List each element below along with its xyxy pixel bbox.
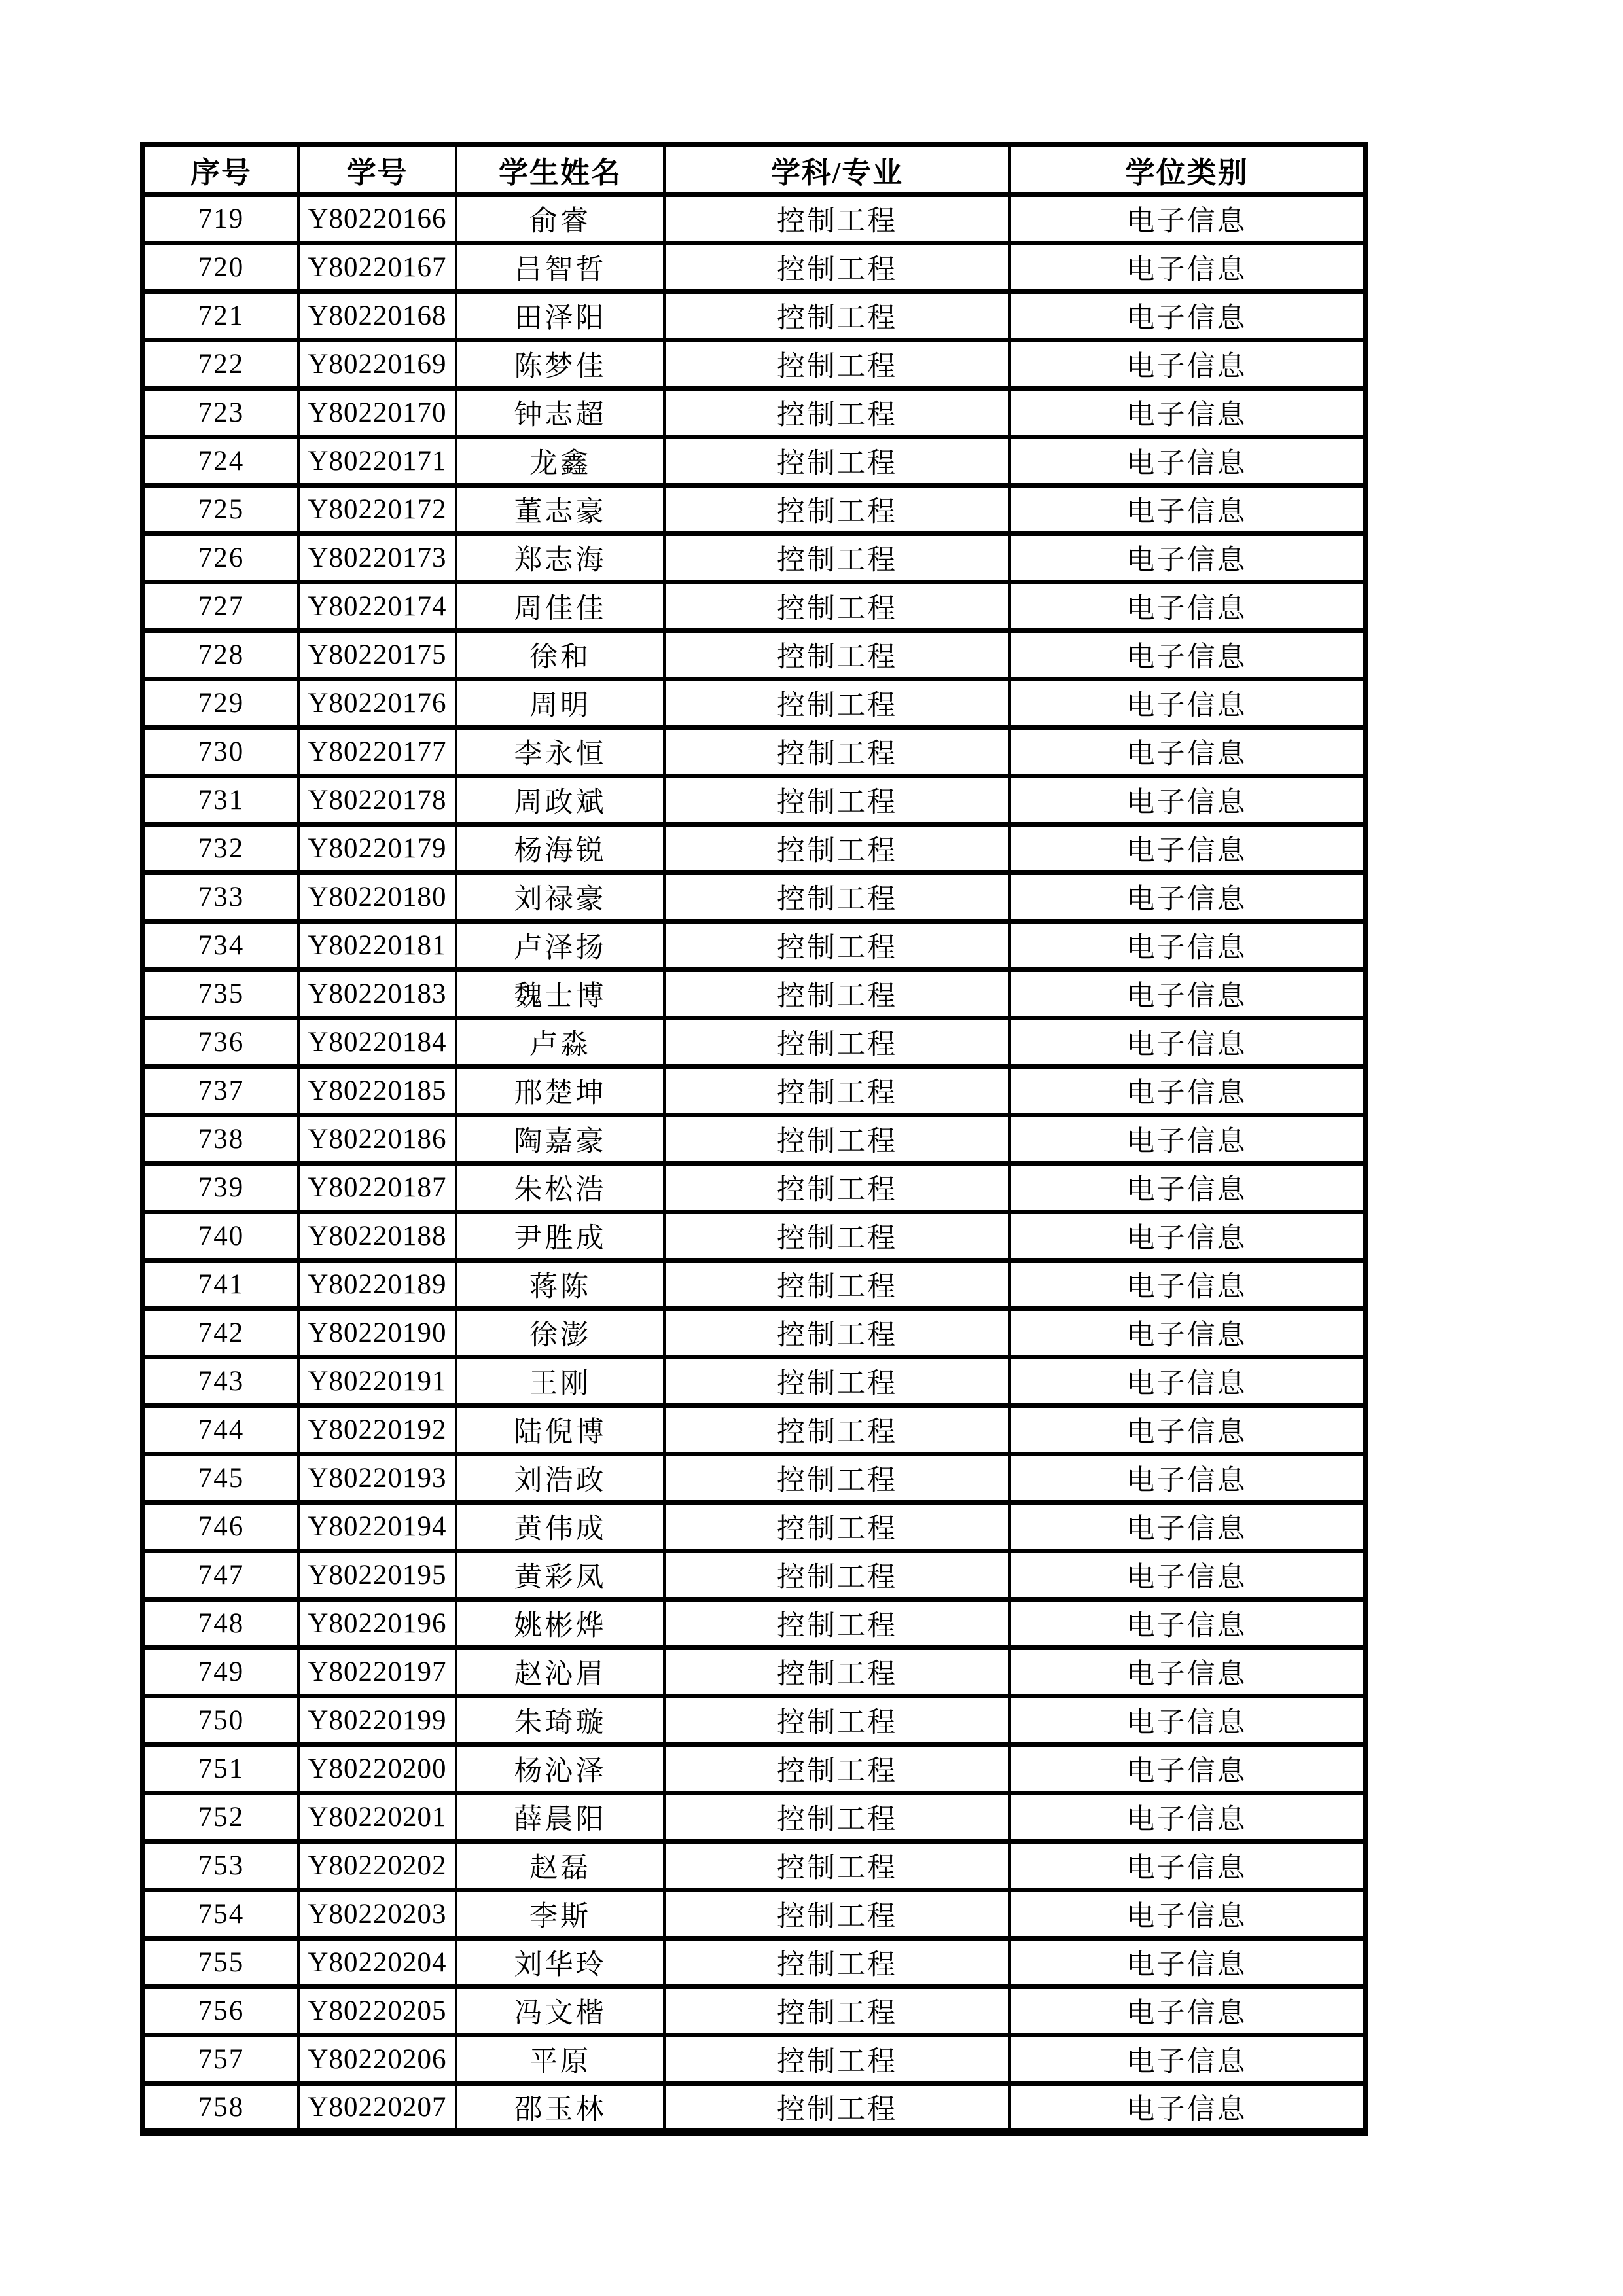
cell-student-id: Y80220203 bbox=[298, 1890, 456, 1938]
cell-degree: 电子信息 bbox=[1010, 1357, 1365, 1405]
cell-student-name: 王刚 bbox=[456, 1357, 664, 1405]
cell-student-id: Y80220190 bbox=[298, 1308, 456, 1357]
cell-student-id: Y80220166 bbox=[298, 194, 456, 243]
table-row bbox=[143, 1308, 1365, 1357]
cell-degree: 电子信息 bbox=[1010, 1986, 1365, 2035]
cell-student-id: Y80220175 bbox=[298, 630, 456, 679]
table-row bbox=[143, 340, 1365, 388]
cell-major: 控制工程 bbox=[664, 727, 1010, 776]
cell-major: 控制工程 bbox=[664, 485, 1010, 533]
column-header-degree: 学位类别 bbox=[1010, 145, 1365, 194]
cell-student-name: 赵磊 bbox=[456, 1841, 664, 1890]
cell-serial-number: 742 bbox=[143, 1308, 298, 1357]
cell-major: 控制工程 bbox=[664, 1890, 1010, 1938]
cell-degree: 电子信息 bbox=[1010, 1793, 1365, 1841]
cell-serial-number: 728 bbox=[143, 630, 298, 679]
cell-student-name: 陈梦佳 bbox=[456, 340, 664, 388]
cell-student-id: Y80220167 bbox=[298, 243, 456, 291]
cell-student-name: 周佳佳 bbox=[456, 582, 664, 630]
table-row bbox=[143, 194, 1365, 243]
cell-student-name: 李斯 bbox=[456, 1890, 664, 1938]
cell-degree: 电子信息 bbox=[1010, 727, 1365, 776]
table-row bbox=[143, 679, 1365, 727]
cell-major: 控制工程 bbox=[664, 533, 1010, 582]
table-row bbox=[143, 1163, 1365, 1211]
cell-student-id: Y80220201 bbox=[298, 1793, 456, 1841]
cell-major: 控制工程 bbox=[664, 1986, 1010, 2035]
cell-degree: 电子信息 bbox=[1010, 437, 1365, 485]
cell-degree: 电子信息 bbox=[1010, 1890, 1365, 1938]
table-row bbox=[143, 1696, 1365, 1744]
cell-serial-number: 726 bbox=[143, 533, 298, 582]
cell-student-name: 陆倪博 bbox=[456, 1405, 664, 1454]
cell-major: 控制工程 bbox=[664, 1163, 1010, 1211]
cell-degree: 电子信息 bbox=[1010, 533, 1365, 582]
cell-student-name: 冯文楷 bbox=[456, 1986, 664, 2035]
cell-student-id: Y80220174 bbox=[298, 582, 456, 630]
table-row bbox=[143, 1890, 1365, 1938]
cell-degree: 电子信息 bbox=[1010, 1744, 1365, 1793]
table-row bbox=[143, 243, 1365, 291]
cell-serial-number: 739 bbox=[143, 1163, 298, 1211]
cell-degree: 电子信息 bbox=[1010, 243, 1365, 291]
cell-student-id: Y80220178 bbox=[298, 776, 456, 824]
cell-degree: 电子信息 bbox=[1010, 1696, 1365, 1744]
cell-student-name: 董志豪 bbox=[456, 485, 664, 533]
cell-serial-number: 724 bbox=[143, 437, 298, 485]
cell-student-id: Y80220171 bbox=[298, 437, 456, 485]
cell-student-name: 魏士博 bbox=[456, 969, 664, 1018]
cell-major: 控制工程 bbox=[664, 1696, 1010, 1744]
cell-serial-number: 736 bbox=[143, 1018, 298, 1066]
cell-serial-number: 751 bbox=[143, 1744, 298, 1793]
cell-student-name: 黄伟成 bbox=[456, 1502, 664, 1551]
cell-major: 控制工程 bbox=[664, 2035, 1010, 2083]
cell-student-id: Y80220172 bbox=[298, 485, 456, 533]
cell-student-name: 卢泽扬 bbox=[456, 921, 664, 969]
cell-student-id: Y80220188 bbox=[298, 1211, 456, 1260]
cell-major: 控制工程 bbox=[664, 1841, 1010, 1890]
cell-student-id: Y80220186 bbox=[298, 1115, 456, 1163]
cell-major: 控制工程 bbox=[664, 630, 1010, 679]
cell-student-name: 刘浩政 bbox=[456, 1454, 664, 1502]
table-row bbox=[143, 1938, 1365, 1986]
table-row bbox=[143, 727, 1365, 776]
cell-serial-number: 744 bbox=[143, 1405, 298, 1454]
table-row bbox=[143, 1647, 1365, 1696]
cell-student-id: Y80220205 bbox=[298, 1986, 456, 2035]
cell-student-name: 郑志海 bbox=[456, 533, 664, 582]
cell-major: 控制工程 bbox=[664, 1357, 1010, 1405]
cell-student-id: Y80220173 bbox=[298, 533, 456, 582]
cell-serial-number: 750 bbox=[143, 1696, 298, 1744]
cell-degree: 电子信息 bbox=[1010, 1405, 1365, 1454]
cell-major: 控制工程 bbox=[664, 194, 1010, 243]
cell-major: 控制工程 bbox=[664, 1938, 1010, 1986]
cell-student-id: Y80220206 bbox=[298, 2035, 456, 2083]
cell-major: 控制工程 bbox=[664, 1211, 1010, 1260]
cell-student-name: 朱琦璇 bbox=[456, 1696, 664, 1744]
cell-degree: 电子信息 bbox=[1010, 1260, 1365, 1308]
cell-major: 控制工程 bbox=[664, 679, 1010, 727]
cell-student-name: 杨海锐 bbox=[456, 824, 664, 872]
cell-student-name: 薛晨阳 bbox=[456, 1793, 664, 1841]
cell-major: 控制工程 bbox=[664, 921, 1010, 969]
cell-student-name: 周明 bbox=[456, 679, 664, 727]
cell-major: 控制工程 bbox=[664, 1599, 1010, 1647]
cell-student-id: Y80220204 bbox=[298, 1938, 456, 1986]
cell-student-name: 邵玉林 bbox=[456, 2083, 664, 2132]
table-row bbox=[143, 1502, 1365, 1551]
table-row bbox=[143, 630, 1365, 679]
cell-student-name: 卢淼 bbox=[456, 1018, 664, 1066]
cell-major: 控制工程 bbox=[664, 1260, 1010, 1308]
cell-student-id: Y80220169 bbox=[298, 340, 456, 388]
cell-major: 控制工程 bbox=[664, 243, 1010, 291]
cell-degree: 电子信息 bbox=[1010, 1551, 1365, 1599]
cell-student-name: 田泽阳 bbox=[456, 291, 664, 340]
cell-student-id: Y80220193 bbox=[298, 1454, 456, 1502]
cell-student-name: 尹胜成 bbox=[456, 1211, 664, 1260]
table-row bbox=[143, 824, 1365, 872]
cell-serial-number: 754 bbox=[143, 1890, 298, 1938]
table-row bbox=[143, 388, 1365, 437]
table-row bbox=[143, 1599, 1365, 1647]
table-row bbox=[143, 1260, 1365, 1308]
cell-major: 控制工程 bbox=[664, 291, 1010, 340]
cell-major: 控制工程 bbox=[664, 1502, 1010, 1551]
cell-student-id: Y80220168 bbox=[298, 291, 456, 340]
table-row bbox=[143, 872, 1365, 921]
cell-serial-number: 758 bbox=[143, 2083, 298, 2132]
table-row bbox=[143, 776, 1365, 824]
cell-student-id: Y80220176 bbox=[298, 679, 456, 727]
cell-degree: 电子信息 bbox=[1010, 679, 1365, 727]
cell-serial-number: 733 bbox=[143, 872, 298, 921]
cell-degree: 电子信息 bbox=[1010, 1647, 1365, 1696]
table-row bbox=[143, 1211, 1365, 1260]
cell-serial-number: 722 bbox=[143, 340, 298, 388]
cell-degree: 电子信息 bbox=[1010, 291, 1365, 340]
table-row bbox=[143, 1551, 1365, 1599]
cell-degree: 电子信息 bbox=[1010, 2035, 1365, 2083]
cell-degree: 电子信息 bbox=[1010, 1018, 1365, 1066]
cell-degree: 电子信息 bbox=[1010, 969, 1365, 1018]
column-header-student-id: 学号 bbox=[298, 145, 456, 194]
cell-major: 控制工程 bbox=[664, 824, 1010, 872]
cell-serial-number: 757 bbox=[143, 2035, 298, 2083]
cell-serial-number: 731 bbox=[143, 776, 298, 824]
cell-degree: 电子信息 bbox=[1010, 1211, 1365, 1260]
table-row bbox=[143, 1115, 1365, 1163]
cell-serial-number: 745 bbox=[143, 1454, 298, 1502]
cell-degree: 电子信息 bbox=[1010, 388, 1365, 437]
cell-degree: 电子信息 bbox=[1010, 921, 1365, 969]
cell-student-id: Y80220191 bbox=[298, 1357, 456, 1405]
table-row bbox=[143, 2035, 1365, 2083]
cell-major: 控制工程 bbox=[664, 2083, 1010, 2132]
column-header-serial: 序号 bbox=[143, 145, 298, 194]
cell-student-name: 刘禄豪 bbox=[456, 872, 664, 921]
table-row bbox=[143, 1841, 1365, 1890]
cell-degree: 电子信息 bbox=[1010, 872, 1365, 921]
cell-major: 控制工程 bbox=[664, 1115, 1010, 1163]
cell-student-name: 龙鑫 bbox=[456, 437, 664, 485]
table-row bbox=[143, 437, 1365, 485]
cell-serial-number: 720 bbox=[143, 243, 298, 291]
cell-major: 控制工程 bbox=[664, 1647, 1010, 1696]
cell-major: 控制工程 bbox=[664, 1308, 1010, 1357]
cell-major: 控制工程 bbox=[664, 1744, 1010, 1793]
cell-degree: 电子信息 bbox=[1010, 194, 1365, 243]
cell-major: 控制工程 bbox=[664, 1066, 1010, 1115]
cell-student-id: Y80220185 bbox=[298, 1066, 456, 1115]
cell-major: 控制工程 bbox=[664, 340, 1010, 388]
table-row bbox=[143, 1454, 1365, 1502]
cell-major: 控制工程 bbox=[664, 1454, 1010, 1502]
cell-student-id: Y80220179 bbox=[298, 824, 456, 872]
cell-major: 控制工程 bbox=[664, 1793, 1010, 1841]
cell-student-id: Y80220192 bbox=[298, 1405, 456, 1454]
cell-serial-number: 723 bbox=[143, 388, 298, 437]
cell-degree: 电子信息 bbox=[1010, 485, 1365, 533]
cell-student-id: Y80220177 bbox=[298, 727, 456, 776]
cell-major: 控制工程 bbox=[664, 1551, 1010, 1599]
cell-major: 控制工程 bbox=[664, 776, 1010, 824]
cell-serial-number: 725 bbox=[143, 485, 298, 533]
cell-student-name: 吕智哲 bbox=[456, 243, 664, 291]
cell-student-id: Y80220180 bbox=[298, 872, 456, 921]
cell-serial-number: 721 bbox=[143, 291, 298, 340]
cell-student-id: Y80220187 bbox=[298, 1163, 456, 1211]
cell-serial-number: 749 bbox=[143, 1647, 298, 1696]
table-row bbox=[143, 1018, 1365, 1066]
cell-student-id: Y80220196 bbox=[298, 1599, 456, 1647]
cell-student-id: Y80220189 bbox=[298, 1260, 456, 1308]
cell-serial-number: 753 bbox=[143, 1841, 298, 1890]
cell-serial-number: 748 bbox=[143, 1599, 298, 1647]
cell-student-id: Y80220183 bbox=[298, 969, 456, 1018]
cell-serial-number: 743 bbox=[143, 1357, 298, 1405]
cell-student-name: 朱松浩 bbox=[456, 1163, 664, 1211]
cell-student-name: 姚彬烨 bbox=[456, 1599, 664, 1647]
cell-major: 控制工程 bbox=[664, 388, 1010, 437]
table-row bbox=[143, 1744, 1365, 1793]
table-row bbox=[143, 533, 1365, 582]
cell-major: 控制工程 bbox=[664, 582, 1010, 630]
cell-degree: 电子信息 bbox=[1010, 1599, 1365, 1647]
cell-degree: 电子信息 bbox=[1010, 340, 1365, 388]
cell-student-id: Y80220202 bbox=[298, 1841, 456, 1890]
cell-degree: 电子信息 bbox=[1010, 1841, 1365, 1890]
cell-serial-number: 730 bbox=[143, 727, 298, 776]
cell-student-name: 蒋陈 bbox=[456, 1260, 664, 1308]
cell-serial-number: 752 bbox=[143, 1793, 298, 1841]
cell-student-id: Y80220194 bbox=[298, 1502, 456, 1551]
cell-student-name: 陶嘉豪 bbox=[456, 1115, 664, 1163]
table-row bbox=[143, 1793, 1365, 1841]
cell-degree: 电子信息 bbox=[1010, 1454, 1365, 1502]
cell-serial-number: 734 bbox=[143, 921, 298, 969]
cell-student-id: Y80220207 bbox=[298, 2083, 456, 2132]
cell-serial-number: 729 bbox=[143, 679, 298, 727]
cell-serial-number: 737 bbox=[143, 1066, 298, 1115]
cell-serial-number: 740 bbox=[143, 1211, 298, 1260]
cell-serial-number: 732 bbox=[143, 824, 298, 872]
table-row bbox=[143, 1405, 1365, 1454]
cell-degree: 电子信息 bbox=[1010, 1308, 1365, 1357]
cell-student-name: 赵沁眉 bbox=[456, 1647, 664, 1696]
table-row bbox=[143, 1357, 1365, 1405]
column-header-name: 学生姓名 bbox=[456, 145, 664, 194]
table-row bbox=[143, 291, 1365, 340]
cell-student-id: Y80220200 bbox=[298, 1744, 456, 1793]
table-row bbox=[143, 1986, 1365, 2035]
cell-serial-number: 755 bbox=[143, 1938, 298, 1986]
column-header-major: 学科/专业 bbox=[664, 145, 1010, 194]
table-row bbox=[143, 969, 1365, 1018]
table-row bbox=[143, 582, 1365, 630]
cell-serial-number: 756 bbox=[143, 1986, 298, 2035]
cell-student-id: Y80220195 bbox=[298, 1551, 456, 1599]
cell-student-name: 周政斌 bbox=[456, 776, 664, 824]
cell-student-id: Y80220184 bbox=[298, 1018, 456, 1066]
cell-degree: 电子信息 bbox=[1010, 1938, 1365, 1986]
cell-student-name: 李永恒 bbox=[456, 727, 664, 776]
table-row bbox=[143, 921, 1365, 969]
cell-major: 控制工程 bbox=[664, 872, 1010, 921]
cell-student-id: Y80220170 bbox=[298, 388, 456, 437]
cell-student-name: 俞睿 bbox=[456, 194, 664, 243]
cell-serial-number: 727 bbox=[143, 582, 298, 630]
cell-student-id: Y80220199 bbox=[298, 1696, 456, 1744]
cell-serial-number: 746 bbox=[143, 1502, 298, 1551]
cell-student-name: 徐澎 bbox=[456, 1308, 664, 1357]
cell-student-name: 平原 bbox=[456, 2035, 664, 2083]
cell-serial-number: 719 bbox=[143, 194, 298, 243]
cell-degree: 电子信息 bbox=[1010, 1163, 1365, 1211]
student-roster-table bbox=[140, 142, 1368, 2136]
cell-serial-number: 747 bbox=[143, 1551, 298, 1599]
table-header-row bbox=[143, 145, 1365, 194]
cell-degree: 电子信息 bbox=[1010, 582, 1365, 630]
table-row bbox=[143, 1066, 1365, 1115]
cell-major: 控制工程 bbox=[664, 969, 1010, 1018]
cell-student-name: 黄彩凤 bbox=[456, 1551, 664, 1599]
cell-degree: 电子信息 bbox=[1010, 776, 1365, 824]
cell-serial-number: 735 bbox=[143, 969, 298, 1018]
table-row bbox=[143, 2083, 1365, 2132]
cell-degree: 电子信息 bbox=[1010, 824, 1365, 872]
cell-degree: 电子信息 bbox=[1010, 1066, 1365, 1115]
cell-serial-number: 738 bbox=[143, 1115, 298, 1163]
cell-degree: 电子信息 bbox=[1010, 630, 1365, 679]
cell-student-name: 邢楚坤 bbox=[456, 1066, 664, 1115]
cell-degree: 电子信息 bbox=[1010, 1502, 1365, 1551]
cell-degree: 电子信息 bbox=[1010, 1115, 1365, 1163]
cell-major: 控制工程 bbox=[664, 437, 1010, 485]
cell-student-name: 徐和 bbox=[456, 630, 664, 679]
cell-student-id: Y80220181 bbox=[298, 921, 456, 969]
cell-degree: 电子信息 bbox=[1010, 2083, 1365, 2132]
cell-major: 控制工程 bbox=[664, 1018, 1010, 1066]
table-row bbox=[143, 485, 1365, 533]
cell-major: 控制工程 bbox=[664, 1405, 1010, 1454]
cell-student-id: Y80220197 bbox=[298, 1647, 456, 1696]
cell-serial-number: 741 bbox=[143, 1260, 298, 1308]
cell-student-name: 刘华玲 bbox=[456, 1938, 664, 1986]
cell-student-name: 杨沁泽 bbox=[456, 1744, 664, 1793]
cell-student-name: 钟志超 bbox=[456, 388, 664, 437]
